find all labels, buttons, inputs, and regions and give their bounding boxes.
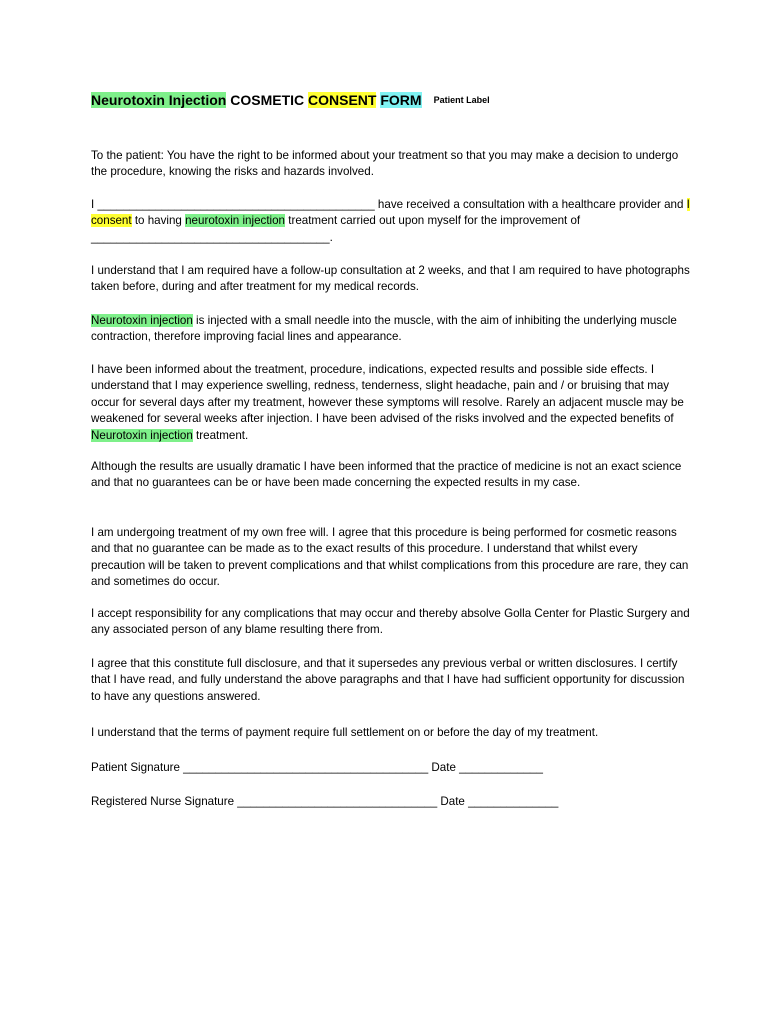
- paragraph-follow-up: I understand that I am required have a follow-up consultation at 2 weeks, and that I am required to have photographs taken before, during and after treatment for my medical records.: [91, 264, 690, 294]
- paragraph-results: Although the results are usually dramatic I have been informed that the practice of medicine is not an exact science and that no guarantees can be or have been made concerning the expected results in my case.: [91, 460, 682, 490]
- neurotoxin-injection-highlight: Neurotoxin injection: [91, 314, 193, 327]
- paragraph-to-patient: To the patient: You have the right to be informed about your treatment so that you may make a decision to undergo the procedure, knowing the risks and hazards involved.: [91, 149, 679, 179]
- paragraph-side-effects: [91, 362, 691, 444]
- nurse-signature-line[interactable]: Registered Nurse Signature _______________________________ Date ______________: [91, 795, 559, 808]
- title-form-highlight: FORM: [380, 92, 422, 108]
- title-cosmetic: COSMETIC: [226, 92, 309, 108]
- form-title: [91, 92, 422, 108]
- paragraph-free-will: I am undergoing treatment of my own free will. I agree that this procedure is being performed for cosmetic reasons and that no guarantee can be made as to the exact results of this procedure. I understand that whilst every precaution will be taken to prevent complications and that whilst complications from this procedure are rare, they can and sometimes do occur.: [91, 526, 689, 589]
- paragraph-consultation-text-a: I ___________________________________________ have received a consultation with a healthcare provider and: [91, 198, 687, 211]
- patient-signature-line[interactable]: Patient Signature ______________________________________ Date _____________: [91, 761, 543, 774]
- title-row: [91, 92, 490, 110]
- i-consent-highlight: I consent: [91, 198, 690, 228]
- paragraph-side-effects-text-a: I have been informed about the treatment, procedure, indications, expected results and possible side effects. I understand that I may experience swelling, redness, tenderness, slight headache, pain and / or bruising that may occur for several days after my treatment, however these symptoms will resolve. Rarely an adjacent muscle may be weakened for several weeks after injection. I have been advised of the risks involved and the expected benefits of: [91, 363, 684, 426]
- title-consent-highlight: CONSENT: [308, 92, 377, 108]
- paragraph-payment: I understand that the terms of payment require full settlement on or before the day of my treatment.: [91, 726, 599, 739]
- paragraph-consultation: [91, 197, 691, 246]
- paragraph-injection-text: is injected with a small needle into the muscle, with the aim of inhibiting the underlying muscle contraction, therefore improving facial lines and appearance.: [91, 314, 677, 344]
- neurotoxin-injection-highlight: neurotoxin injection: [185, 214, 286, 228]
- patient-label: Patient Label: [433, 95, 490, 105]
- paragraph-consultation-text-b: to having: [131, 214, 186, 228]
- title-neurotoxin-highlight: Neurotoxin Injection: [91, 92, 227, 108]
- paragraph-side-effects-text-b: treatment.: [192, 428, 249, 442]
- paragraph-consultation-text-c: treatment carried out upon myself for the improvement of _____________________________________.: [91, 214, 581, 244]
- paragraph-disclosure: I agree that this constitute full disclosure, and that it supersedes any previous verbal or written disclosures. I certify that I have read, and fully understand the above paragraphs and that I have had sufficient opportunity for discussion to have any questions answered.: [91, 657, 685, 703]
- paragraph-injection-description: [91, 313, 691, 346]
- neurotoxin-injection-highlight: Neurotoxin injection: [91, 428, 193, 442]
- paragraph-responsibility: I accept responsibility for any complications that may occur and thereby absolve Golla Center for Plastic Surgery and any associated person of any blame resulting there from.: [91, 607, 690, 637]
